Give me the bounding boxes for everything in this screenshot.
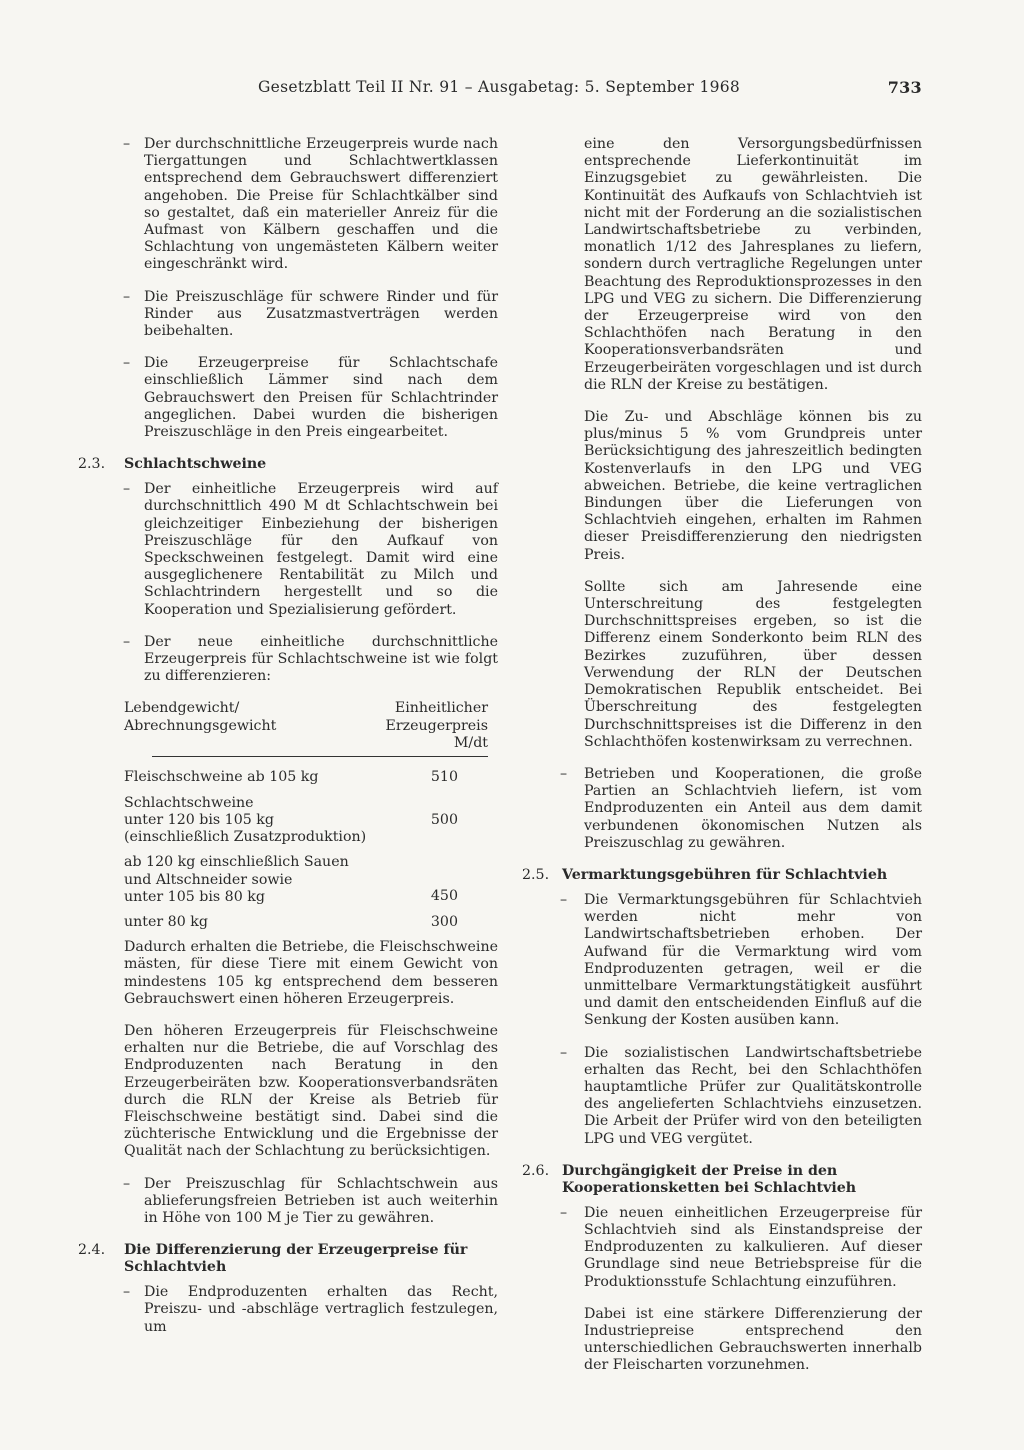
table-header: Lebendgewicht/ Abrechnungsgewicht Einheitlicher Erzeugerpreis M/dt xyxy=(152,700,488,757)
list-item: – Die sozialistischen Landwirtschaftsbetriebe erhalten das Recht, bei den Schlachthöfen hauptamtliche Prüfer zur Qualitätskontrolle des angelieferten Schlachtviehs einzusetzen. Die Arbeit der Prüfer wird von den beteiligten LPG und VEG vergütet. xyxy=(560,1044,922,1147)
left-column xyxy=(68,136,498,1351)
paragraph: Dadurch erhalten die Betriebe, die Fleischschweine mästen, für diese Tiere mit einem Gewicht von mindestens 105 kg entsprechend dem besseren Gebrauchswert einen höheren Erzeugerpreis. xyxy=(124,939,498,1007)
table-row: Schlachtschweine unter 120 bis 105 kg (einschließlich Zusatzproduktion) 500 xyxy=(124,794,458,846)
table-row: unter 80 kg 300 xyxy=(124,913,458,930)
page-header xyxy=(258,78,922,100)
table-row: Fleischschweine ab 105 kg 510 xyxy=(124,769,458,786)
list-item: – Betrieben und Kooperationen, die große Partien an Schlachtvieh liefern, ist vom Endproduzenten ein Anteil aus dem damit verbundenen ökonomischen Nutzen als Preiszuschlag zu gewähren. xyxy=(560,765,922,851)
section-heading-2-5: 2.5. Vermarktungsgebühren für Schlachtvieh xyxy=(522,866,888,883)
section-heading-2-3: 2.3. Schlachtschweine xyxy=(78,456,267,473)
section-heading-2-6: 2.6. Durchgängigkeit der Preise in den Kooperationsketten bei Schlachtvieh xyxy=(522,1162,857,1196)
paragraph: Den höheren Erzeugerpreis für Fleischschweine erhalten nur die Betriebe, die auf Vorschlag des Endproduzenten nach Beratung in den Erzeugerbeiräten bzw. Kooperationsverbandsräten durch die RLN der Kreise als Betrieb für Fleischschweine bestätigt sind. Dabei sind die züchterische Entwicklung und die Ergebnisse der Qualität nach der Schlachtung zu berücksichtigen. xyxy=(124,1022,498,1160)
list-item: – Die Preiszuschläge für schwere Rinder und für Rinder aus Zusatzmastverträgen werden beibehalten. xyxy=(123,288,498,340)
header-title: Gesetzblatt Teil II Nr. 91 – Ausgabetag: 5. September 1968 xyxy=(258,78,741,96)
section-heading-2-4: 2.4. Die Differenzierung der Erzeugerpreise für Schlachtvieh xyxy=(78,1242,468,1276)
paragraph: Sollte sich am Jahresende eine Unterschreitung des festgelegten Durchschnittspreises ergeben, so ist die Differenz einem Sonderkonto beim RLN des Bezirkes zuzuführen, über dessen Verwendung der RLN der Deutschen Demokratischen Republik entscheidet. Bei Überschreitung des festgelegten Durchschnittspreises ist die Differenz in den Schlachthöfen kostenwirksam zu verrechnen. xyxy=(584,578,922,750)
paragraph: Dabei ist eine stärkere Differenzierung der Industriepreise entsprechend den unterschiedlichen Gebrauchswerten innerhalb der Fleischarten vorzunehmen. xyxy=(584,1305,922,1374)
right-column xyxy=(512,136,922,1390)
list-item: – Die Erzeugerpreise für Schlachtschafe einschließlich Lämmer sind nach dem Gebrauchswert den Preisen für Schlachtrinder angeglichen. Dabei wurden die bisherigen Preiszuschläge in den Preis eingearbeitet. xyxy=(123,355,498,441)
list-item: – Die Endproduzenten erhalten das Recht, Preiszu- und -abschläge vertraglich festzulegen, um xyxy=(123,1284,498,1335)
list-item: – Der einheitliche Erzeugerpreis wird auf durchschnittlich 490 M dt Schlachtschwein bei gleichzeitiger Einbeziehung der bisherigen Preiszuschläge für den Aufkauf von Speckschweinen festgelegt. Damit wird eine ausgeglichenere Rentabilität zu Milch und Schlachtrindern hergestellt und so die Kooperation und Spezialisierung gefördert. xyxy=(123,481,498,618)
paragraph: Die Zu- und Abschläge können bis zu plus/minus 5 % vom Grundpreis unter Berücksichtigung des jahreszeitlich bedingten Kostenverlaufs in den LPG und VEG abweichen. Betriebe, die keine vertraglichen Bindungen über die Lieferungen von Schlachtvieh eingehen, erhalten im Rahmen dieser Preisdifferenzierung den niedrigsten Preis. xyxy=(584,409,922,563)
table-row: ab 120 kg einschließlich Sauen und Altschneider sowie unter 105 bis 80 kg 450 xyxy=(124,854,458,905)
list-item: – Der neue einheitliche durchschnittliche Erzeugerpreis für Schlachtschweine ist wie folgt zu differenzieren: xyxy=(123,633,498,685)
list-item: – Die Vermarktungsgebühren für Schlachtvieh werden nicht mehr von Landwirtschaftsbetrieben erhoben. Der Aufwand für die Vermarktung wird vom Endproduzenten getragen, weil er die unmittelbare Vermarktungstätigkeit ausführt und damit den entscheidenden Einfluß auf die Senkung der Kosten ausüben kann. xyxy=(560,891,922,1029)
price-table xyxy=(124,700,488,931)
list-item: – Der Preiszuschlag für Schlachtschwein aus ablieferungsfreien Betrieben ist auch weiterhin in Höhe von 100 M je Tier zu gewähren. xyxy=(123,1175,498,1226)
page-number: 733 xyxy=(887,78,922,97)
list-item: – Der durchschnittliche Erzeugerpreis wurde nach Tiergattungen und Schlachtwertklassen entsprechend dem Gebrauchswert differenziert angehoben. Die Preise für Schlachtkälber sind so gestaltet, daß ein materieller Anreiz für die Aufmast von Kälbern geschaffen und die Schlachtung von ungemästeten Kälbern weiter eingeschränkt wird. xyxy=(123,136,498,273)
list-item: – Die neuen einheitlichen Erzeugerpreise für Schlachtvieh sind als Einstandspreise der Endproduzenten zu kalkulieren. Auf dieser Grundlage sind neue Betriebspreise für die Produktionsstufe Schlachtung einzuführen. xyxy=(560,1204,922,1290)
paragraph: eine den Versorgungsbedürfnissen entsprechende Lieferkontinuität im Einzugsgebiet zu gewährleisten. Die Kontinuität des Aufkaufs von Schlachtvieh ist nicht mit der Forderung an die sozialistischen Landwirtschaftsbetriebe zu verbinden, monatlich 1/12 des Jahresplanes zu liefern, sondern durch vertragliche Regelungen unter Beachtung des Reproduktionsprozesses in den LPG und VEG zu sichern. Die Differenzierung der Erzeugerpreise wird von den Schlachthöfen nach Beratung in den Kooperationsverbandsräten und Erzeugerbeiräten vorgeschlagen und ist durch die RLN der Kreise zu bestätigen. xyxy=(584,136,922,393)
